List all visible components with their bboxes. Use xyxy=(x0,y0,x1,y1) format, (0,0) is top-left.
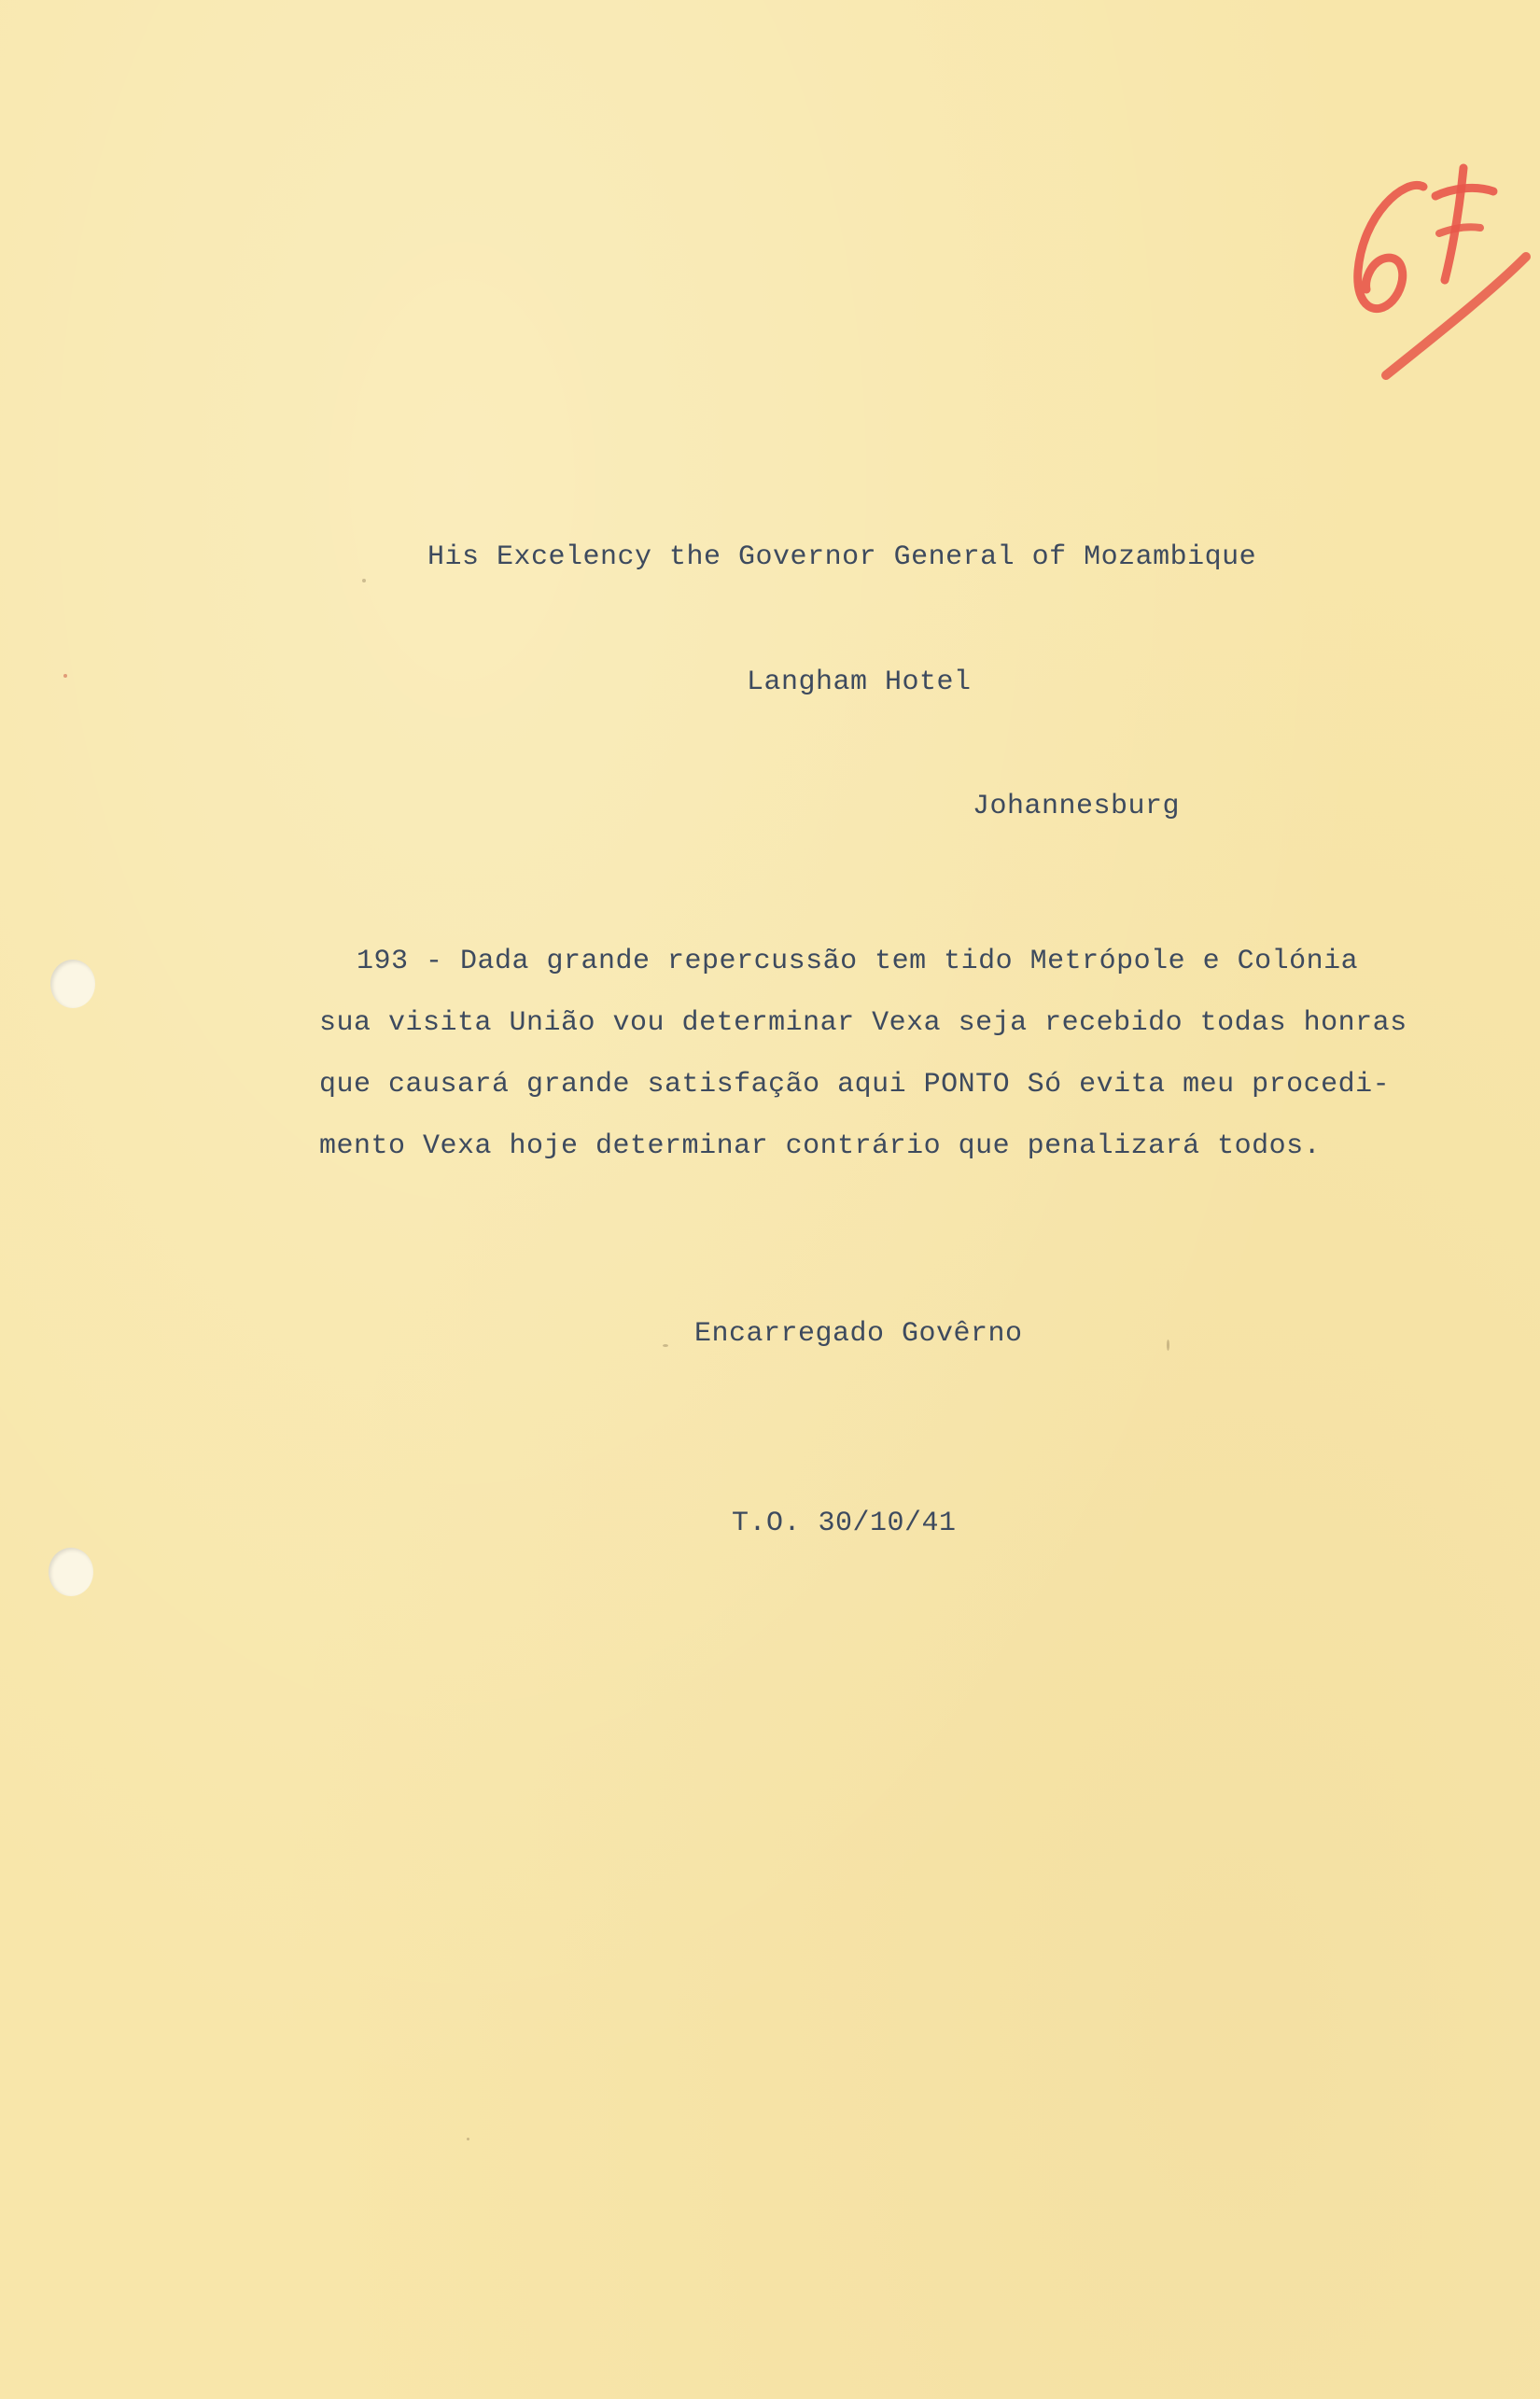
reference-line: T.O. 30/10/41 xyxy=(732,1508,957,1539)
folio-number-annotation xyxy=(1335,131,1540,392)
paper-speck xyxy=(1167,1340,1169,1351)
recipient-line: His Excelency the Governor General of Mozambique xyxy=(427,541,1257,573)
body-line: que causará grande satisfação aqui PONTO Só evita meu procedi- xyxy=(319,1069,1391,1101)
body-line: mento Vexa hoje determinar contrário que penalizará todos. xyxy=(319,1130,1322,1162)
city-line: Johannesburg xyxy=(973,791,1181,822)
paper-speck xyxy=(663,1344,668,1347)
paper-speck xyxy=(362,579,366,582)
punch-hole-bottom xyxy=(49,1548,93,1596)
message-body xyxy=(319,943,1495,1189)
hotel-line: Langham Hotel xyxy=(747,666,972,698)
paper-speck xyxy=(467,2138,469,2140)
signature-line: Encarregado Govêrno xyxy=(694,1318,1023,1350)
paper-speck xyxy=(63,674,67,678)
body-line: sua visita União vou determinar Vexa seja recebido todas honras xyxy=(319,1007,1407,1039)
punch-hole-top xyxy=(50,960,95,1008)
body-line: 193 - Dada grande repercussão tem tido Metrópole e Colónia xyxy=(357,946,1359,977)
